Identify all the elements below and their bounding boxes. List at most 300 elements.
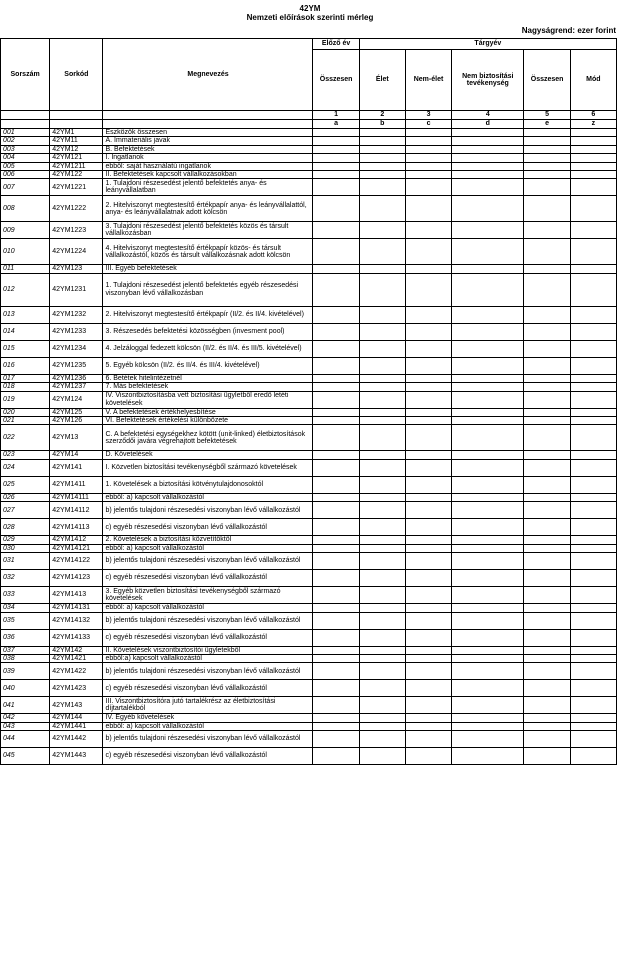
value-cell[interactable] <box>359 663 405 680</box>
value-cell[interactable] <box>570 697 616 714</box>
value-cell[interactable] <box>405 646 451 654</box>
value-cell[interactable] <box>405 476 451 493</box>
value-cell[interactable] <box>452 680 524 697</box>
value-cell[interactable] <box>524 162 570 170</box>
value-cell[interactable] <box>313 544 359 552</box>
value-cell[interactable] <box>359 519 405 536</box>
value-cell[interactable] <box>524 374 570 382</box>
value-cell[interactable] <box>359 553 405 570</box>
value-cell[interactable] <box>359 612 405 629</box>
row-code: 42YM14132 <box>50 612 103 629</box>
value-cell[interactable] <box>524 239 570 265</box>
value-cell[interactable] <box>405 425 451 451</box>
value-cell[interactable] <box>313 340 359 357</box>
value-cell[interactable] <box>524 476 570 493</box>
value-cell[interactable] <box>570 612 616 629</box>
value-cell[interactable] <box>524 519 570 536</box>
value-cell[interactable] <box>570 604 616 612</box>
value-cell[interactable] <box>524 570 570 587</box>
value-cell[interactable] <box>452 273 524 306</box>
row-label: I. Ingatlanok <box>103 154 313 162</box>
value-cell[interactable] <box>359 536 405 544</box>
table-row <box>1 587 617 604</box>
value-cell[interactable] <box>405 612 451 629</box>
row-number: 040 <box>1 680 50 697</box>
value-cell[interactable] <box>359 714 405 722</box>
value-cell[interactable] <box>452 629 524 646</box>
value-cell[interactable] <box>452 340 524 357</box>
value-cell[interactable] <box>524 129 570 137</box>
value-cell[interactable] <box>405 374 451 382</box>
value-cell[interactable] <box>524 612 570 629</box>
value-cell[interactable] <box>313 425 359 451</box>
value-cell[interactable] <box>452 646 524 654</box>
value-cell[interactable] <box>405 570 451 587</box>
table-row <box>1 273 617 306</box>
value-cell[interactable] <box>452 383 524 391</box>
value-cell[interactable] <box>524 417 570 425</box>
value-cell[interactable] <box>524 587 570 604</box>
value-cell[interactable] <box>359 731 405 748</box>
value-cell[interactable] <box>405 697 451 714</box>
col-nem-biztositasi: Nem biztosítási tevékenység <box>452 50 524 111</box>
value-cell[interactable] <box>452 171 524 179</box>
value-cell[interactable] <box>313 171 359 179</box>
value-cell[interactable] <box>359 383 405 391</box>
value-cell[interactable] <box>405 273 451 306</box>
value-cell[interactable] <box>524 604 570 612</box>
row-label: c) egyéb részesedési viszonyban lévő vállalkozástól <box>103 748 313 765</box>
value-cell[interactable] <box>570 145 616 153</box>
value-cell[interactable] <box>313 748 359 765</box>
value-cell[interactable] <box>359 722 405 730</box>
value-cell[interactable] <box>452 519 524 536</box>
value-cell[interactable] <box>405 408 451 416</box>
value-cell[interactable] <box>405 451 451 459</box>
value-cell[interactable] <box>405 553 451 570</box>
value-cell[interactable] <box>570 162 616 170</box>
value-cell[interactable] <box>313 714 359 722</box>
value-cell[interactable] <box>313 587 359 604</box>
value-cell[interactable] <box>570 731 616 748</box>
table-row <box>1 714 617 722</box>
value-cell[interactable] <box>570 476 616 493</box>
value-cell[interactable] <box>524 748 570 765</box>
value-cell[interactable] <box>359 502 405 519</box>
value-cell[interactable] <box>313 196 359 222</box>
value-cell[interactable] <box>524 154 570 162</box>
value-cell[interactable] <box>405 519 451 536</box>
row-label: 4. Hitelviszonyt megtestesítő értékpapír közös- és társult vállalkozástól, közös és társult vállalkozásnak adott kölcsön <box>103 239 313 265</box>
value-cell[interactable] <box>452 570 524 587</box>
value-cell[interactable] <box>570 451 616 459</box>
value-cell[interactable] <box>313 493 359 501</box>
value-cell[interactable] <box>452 425 524 451</box>
row-label: 2. Hitelviszonyt megtestesítő értékpapír anya- és leányvállalattól, anya- és leányvállalatnak adott kölcsön <box>103 196 313 222</box>
value-cell[interactable] <box>452 357 524 374</box>
value-cell[interactable] <box>452 179 524 196</box>
value-cell[interactable] <box>359 196 405 222</box>
value-cell[interactable] <box>359 162 405 170</box>
row-label: 6. Betétek hitelintézetnél <box>103 374 313 382</box>
value-cell[interactable] <box>313 663 359 680</box>
value-cell[interactable] <box>570 171 616 179</box>
value-cell[interactable] <box>452 417 524 425</box>
value-cell[interactable] <box>524 722 570 730</box>
value-cell[interactable] <box>570 374 616 382</box>
value-cell[interactable] <box>452 239 524 265</box>
value-cell[interactable] <box>359 451 405 459</box>
value-cell[interactable] <box>570 222 616 239</box>
value-cell[interactable] <box>405 357 451 374</box>
value-cell[interactable] <box>524 536 570 544</box>
value-cell[interactable] <box>405 306 451 323</box>
value-cell[interactable] <box>405 265 451 273</box>
value-cell[interactable] <box>570 273 616 306</box>
value-cell[interactable] <box>359 145 405 153</box>
value-cell[interactable] <box>524 646 570 654</box>
value-cell[interactable] <box>524 425 570 451</box>
value-cell[interactable] <box>359 654 405 662</box>
value-cell[interactable] <box>452 129 524 137</box>
value-cell[interactable] <box>452 663 524 680</box>
value-cell[interactable] <box>313 451 359 459</box>
row-code: 42YM14113 <box>50 519 103 536</box>
value-cell[interactable] <box>313 570 359 587</box>
value-cell[interactable] <box>524 306 570 323</box>
value-cell[interactable] <box>570 129 616 137</box>
value-cell[interactable] <box>359 340 405 357</box>
value-cell[interactable] <box>405 459 451 476</box>
value-cell[interactable] <box>359 265 405 273</box>
value-cell[interactable] <box>359 323 405 340</box>
value-cell[interactable] <box>524 340 570 357</box>
value-cell[interactable] <box>405 629 451 646</box>
value-cell[interactable] <box>452 553 524 570</box>
row-number: 041 <box>1 697 50 714</box>
value-cell[interactable] <box>359 570 405 587</box>
value-cell[interactable] <box>405 544 451 552</box>
value-cell[interactable] <box>359 374 405 382</box>
row-number: 020 <box>1 408 50 416</box>
value-cell[interactable] <box>570 265 616 273</box>
value-cell[interactable] <box>452 604 524 612</box>
value-cell[interactable] <box>313 680 359 697</box>
value-cell[interactable] <box>359 680 405 697</box>
value-cell[interactable] <box>313 222 359 239</box>
value-cell[interactable] <box>524 137 570 145</box>
value-cell[interactable] <box>524 145 570 153</box>
row-label: b) jelentős tulajdoni részesedési viszonyban lévő vállalkozástól <box>103 731 313 748</box>
value-cell[interactable] <box>452 459 524 476</box>
value-cell[interactable] <box>359 544 405 552</box>
value-cell[interactable] <box>359 357 405 374</box>
value-cell[interactable] <box>570 536 616 544</box>
value-cell[interactable] <box>405 179 451 196</box>
value-cell[interactable] <box>359 425 405 451</box>
value-cell[interactable] <box>405 748 451 765</box>
value-cell[interactable] <box>313 459 359 476</box>
value-cell[interactable] <box>405 145 451 153</box>
value-cell[interactable] <box>452 222 524 239</box>
value-cell[interactable] <box>313 604 359 612</box>
value-cell[interactable] <box>570 239 616 265</box>
value-cell[interactable] <box>405 340 451 357</box>
value-cell[interactable] <box>570 196 616 222</box>
value-cell[interactable] <box>452 544 524 552</box>
value-cell[interactable] <box>570 654 616 662</box>
value-cell[interactable] <box>524 714 570 722</box>
value-cell[interactable] <box>570 340 616 357</box>
value-cell[interactable] <box>405 137 451 145</box>
value-cell[interactable] <box>570 587 616 604</box>
value-cell[interactable] <box>570 748 616 765</box>
row-code: 42YM1411 <box>50 476 103 493</box>
col-osszesen-cur: Összesen <box>524 50 570 111</box>
value-cell[interactable] <box>452 612 524 629</box>
value-cell[interactable] <box>570 357 616 374</box>
value-cell[interactable] <box>570 714 616 722</box>
row-number: 035 <box>1 612 50 629</box>
value-cell[interactable] <box>570 519 616 536</box>
value-cell[interactable] <box>359 417 405 425</box>
value-cell[interactable] <box>313 273 359 306</box>
value-cell[interactable] <box>313 306 359 323</box>
value-cell[interactable] <box>524 408 570 416</box>
value-cell[interactable] <box>359 171 405 179</box>
value-cell[interactable] <box>452 196 524 222</box>
row-number: 009 <box>1 222 50 239</box>
value-cell[interactable] <box>524 265 570 273</box>
value-cell[interactable] <box>570 137 616 145</box>
value-cell[interactable] <box>405 680 451 697</box>
value-cell[interactable] <box>452 722 524 730</box>
value-cell[interactable] <box>524 553 570 570</box>
value-cell[interactable] <box>570 306 616 323</box>
value-cell[interactable] <box>570 391 616 408</box>
value-cell[interactable] <box>313 629 359 646</box>
value-cell[interactable] <box>570 425 616 451</box>
value-cell[interactable] <box>524 697 570 714</box>
value-cell[interactable] <box>405 493 451 501</box>
value-cell[interactable] <box>313 145 359 153</box>
value-cell[interactable] <box>405 714 451 722</box>
value-cell[interactable] <box>405 604 451 612</box>
value-cell[interactable] <box>405 162 451 170</box>
value-cell[interactable] <box>570 629 616 646</box>
row-label: VI. Befektetések értékelési különbözete <box>103 417 313 425</box>
table-row <box>1 265 617 273</box>
value-cell[interactable] <box>313 137 359 145</box>
value-cell[interactable] <box>452 451 524 459</box>
value-cell[interactable] <box>359 239 405 265</box>
value-cell[interactable] <box>313 383 359 391</box>
value-cell[interactable] <box>359 306 405 323</box>
value-cell[interactable] <box>524 391 570 408</box>
value-cell[interactable] <box>313 239 359 265</box>
value-cell[interactable] <box>313 129 359 137</box>
value-cell[interactable] <box>452 408 524 416</box>
value-cell[interactable] <box>405 587 451 604</box>
value-cell[interactable] <box>359 459 405 476</box>
row-label: A. Immateriális javak <box>103 137 313 145</box>
col-osszesen-prev: Összesen <box>313 50 359 111</box>
value-cell[interactable] <box>570 179 616 196</box>
value-cell[interactable] <box>452 154 524 162</box>
value-cell[interactable] <box>313 536 359 544</box>
value-cell[interactable] <box>313 654 359 662</box>
value-cell[interactable] <box>570 502 616 519</box>
value-cell[interactable] <box>359 273 405 306</box>
value-cell[interactable] <box>313 476 359 493</box>
value-cell[interactable] <box>313 391 359 408</box>
value-cell[interactable] <box>452 265 524 273</box>
value-cell[interactable] <box>524 663 570 680</box>
value-cell[interactable] <box>570 383 616 391</box>
value-cell[interactable] <box>524 323 570 340</box>
value-cell[interactable] <box>359 391 405 408</box>
value-cell[interactable] <box>313 265 359 273</box>
value-cell[interactable] <box>405 663 451 680</box>
value-cell[interactable] <box>524 383 570 391</box>
value-cell[interactable] <box>524 357 570 374</box>
value-cell[interactable] <box>359 476 405 493</box>
value-cell[interactable] <box>359 154 405 162</box>
value-cell[interactable] <box>405 239 451 265</box>
value-cell[interactable] <box>452 137 524 145</box>
value-cell[interactable] <box>359 129 405 137</box>
value-cell[interactable] <box>359 697 405 714</box>
value-cell[interactable] <box>524 629 570 646</box>
value-cell[interactable] <box>359 587 405 604</box>
value-cell[interactable] <box>452 145 524 153</box>
value-cell[interactable] <box>313 374 359 382</box>
value-cell[interactable] <box>524 459 570 476</box>
value-cell[interactable] <box>359 408 405 416</box>
value-cell[interactable] <box>570 722 616 730</box>
value-cell[interactable] <box>452 536 524 544</box>
value-cell[interactable] <box>570 646 616 654</box>
value-cell[interactable] <box>405 654 451 662</box>
value-cell[interactable] <box>359 222 405 239</box>
value-cell[interactable] <box>452 476 524 493</box>
value-cell[interactable] <box>524 451 570 459</box>
value-cell[interactable] <box>405 391 451 408</box>
value-cell[interactable] <box>313 612 359 629</box>
value-cell[interactable] <box>570 570 616 587</box>
value-cell[interactable] <box>405 417 451 425</box>
value-cell[interactable] <box>452 391 524 408</box>
value-cell[interactable] <box>570 553 616 570</box>
value-cell[interactable] <box>405 129 451 137</box>
value-cell[interactable] <box>452 714 524 722</box>
value-cell[interactable] <box>524 179 570 196</box>
row-number: 018 <box>1 383 50 391</box>
value-cell[interactable] <box>452 731 524 748</box>
value-cell[interactable] <box>570 493 616 501</box>
table-row <box>1 629 617 646</box>
value-cell[interactable] <box>452 748 524 765</box>
value-cell[interactable] <box>452 374 524 382</box>
value-cell[interactable] <box>524 502 570 519</box>
value-cell[interactable] <box>405 154 451 162</box>
value-cell[interactable] <box>405 323 451 340</box>
row-number: 022 <box>1 425 50 451</box>
row-code: 42YM144 <box>50 714 103 722</box>
value-cell[interactable] <box>359 137 405 145</box>
value-cell[interactable] <box>570 544 616 552</box>
value-cell[interactable] <box>452 493 524 501</box>
value-cell[interactable] <box>524 493 570 501</box>
value-cell[interactable] <box>452 162 524 170</box>
value-cell[interactable] <box>570 680 616 697</box>
value-cell[interactable] <box>405 196 451 222</box>
value-cell[interactable] <box>405 502 451 519</box>
value-cell[interactable] <box>313 162 359 170</box>
value-cell[interactable] <box>359 179 405 196</box>
value-cell[interactable] <box>405 731 451 748</box>
value-cell[interactable] <box>405 383 451 391</box>
value-cell[interactable] <box>313 731 359 748</box>
value-cell[interactable] <box>570 663 616 680</box>
value-cell[interactable] <box>452 587 524 604</box>
value-cell[interactable] <box>570 459 616 476</box>
row-label: ebből: a) kapcsolt vállalkozástól <box>103 493 313 501</box>
value-cell[interactable] <box>313 697 359 714</box>
value-cell[interactable] <box>452 306 524 323</box>
value-cell[interactable] <box>405 171 451 179</box>
value-cell[interactable] <box>359 629 405 646</box>
value-cell[interactable] <box>452 323 524 340</box>
value-cell[interactable] <box>570 154 616 162</box>
value-cell[interactable] <box>405 222 451 239</box>
value-cell[interactable] <box>313 417 359 425</box>
value-cell[interactable] <box>570 408 616 416</box>
value-cell[interactable] <box>313 553 359 570</box>
value-cell[interactable] <box>452 502 524 519</box>
value-cell[interactable] <box>313 154 359 162</box>
value-cell[interactable] <box>313 646 359 654</box>
table-row <box>1 171 617 179</box>
value-cell[interactable] <box>313 722 359 730</box>
value-cell[interactable] <box>313 357 359 374</box>
value-cell[interactable] <box>359 493 405 501</box>
value-cell[interactable] <box>524 654 570 662</box>
value-cell[interactable] <box>570 323 616 340</box>
value-cell[interactable] <box>313 408 359 416</box>
value-cell[interactable] <box>524 222 570 239</box>
value-cell[interactable] <box>359 604 405 612</box>
value-cell[interactable] <box>313 502 359 519</box>
value-cell[interactable] <box>524 680 570 697</box>
value-cell[interactable] <box>452 697 524 714</box>
value-cell[interactable] <box>313 519 359 536</box>
value-cell[interactable] <box>313 179 359 196</box>
row-code: 42YM1233 <box>50 323 103 340</box>
value-cell[interactable] <box>452 654 524 662</box>
value-cell[interactable] <box>524 171 570 179</box>
value-cell[interactable] <box>359 748 405 765</box>
value-cell[interactable] <box>524 273 570 306</box>
value-cell[interactable] <box>405 536 451 544</box>
value-cell[interactable] <box>359 646 405 654</box>
value-cell[interactable] <box>405 722 451 730</box>
value-cell[interactable] <box>524 544 570 552</box>
value-cell[interactable] <box>524 731 570 748</box>
value-cell[interactable] <box>570 417 616 425</box>
value-cell[interactable] <box>313 323 359 340</box>
value-cell[interactable] <box>524 196 570 222</box>
